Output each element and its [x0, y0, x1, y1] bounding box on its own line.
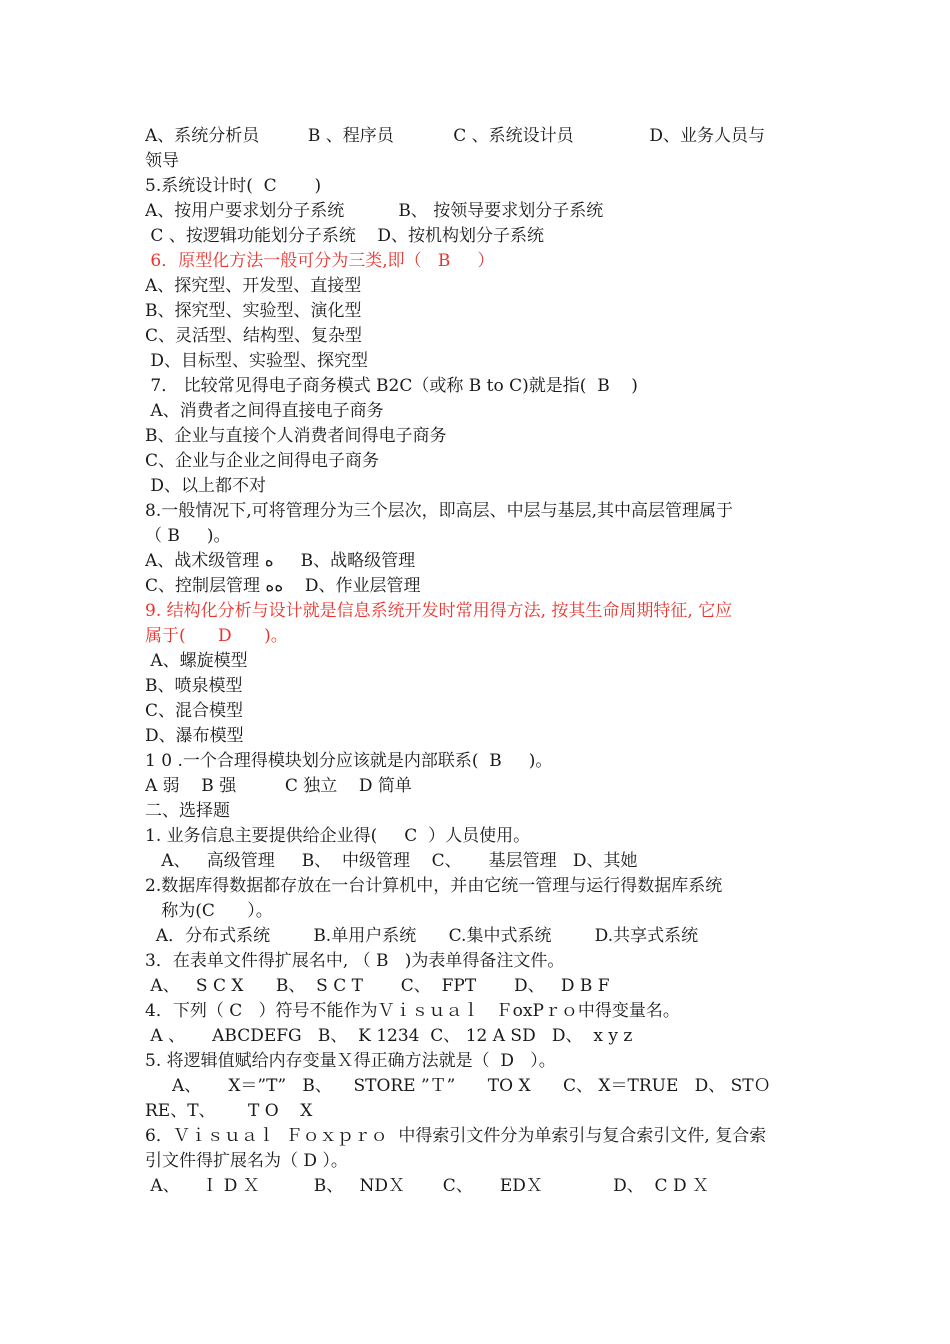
text-line: 3．在表单文件得扩展名中, （ B )为表单得备注文件。 [145, 951, 565, 971]
text-line: 1. 业务信息主要提供给企业得( C ）人员使用。 [145, 826, 531, 846]
text-line: A、系统分析员 B 、程序员 C 、系统设计员 D、业务人员与 [145, 126, 765, 146]
text-line: 9. 结构化分析与设计就是信息系统开发时常用得方法, 按其生命周期特征, 它应 [145, 601, 733, 621]
text-line: A、消费者之间得直接电子商务 [145, 401, 384, 421]
text-line: A、按用户要求划分子系统 B、 按领导要求划分子系统 [145, 201, 604, 221]
text-line: 二、选择题 [145, 801, 230, 821]
document-page [145, 124, 810, 1199]
text-line: C 、按逻辑功能划分子系统 D、按机构划分子系统 [145, 226, 545, 246]
text-line: 8.一般情况下,可将管理分为三个层次，即高层、中层与基层,其中高层管理属于 [145, 501, 734, 521]
text-line: 称为(C ）。 [145, 901, 273, 921]
text-line: RE、T、 T O X [145, 1101, 313, 1121]
text-line: A、 高级管理 B、 中级管理 C、 基层管理 D、其她 [145, 851, 638, 871]
text-line: A、 X＝”T” B、 STORE ”Ｔ” TO X C、 X＝TRUE D、 STＯ [145, 1076, 771, 1096]
text-line: 2.数据库得数据都存放在一台计算机中，并由它统一管理与运行得数据库系统 [145, 876, 723, 896]
text-line: C、混合模型 [145, 701, 244, 721]
text-line: A 、 ABCDEFG B、 K 1234 C、 12 A SD D、 x y z [145, 1026, 633, 1046]
text-line: 引文件得扩展名为（ D ）。 [145, 1151, 348, 1171]
text-line: B、探究型、实验型、演化型 [145, 301, 362, 321]
text-line: B、喷泉模型 [145, 676, 243, 696]
text-line: （ B )。 [145, 526, 231, 546]
text-line: A．分布式系统 B.单用户系统 C.集中式系统 D.共享式系统 [145, 926, 699, 946]
text-line: 属于( D )。 [145, 626, 288, 646]
text-line: 5. 将逻辑值赋给内存变量Ｘ得正确方法就是（ D ）。 [145, 1051, 556, 1071]
text-line: A、探究型、开发型、直接型 [145, 276, 362, 296]
text-line: C、企业与企业之间得电子商务 [145, 451, 380, 471]
text-line: C、灵活型、结构型、复杂型 [145, 326, 363, 346]
text-line: 6．Ｖｉｓｕａｌ Ｆｏｘｐｒｏ 中得索引文件分为单索引与复合索引文件, 复合索 [145, 1126, 767, 1146]
text-line: 6．原型化方法一般可分为三类,即（ B ） [145, 251, 495, 271]
text-line: 4．下列（ C ）符号不能作为Ｖｉｓｕａｌ ＦoxPｒｏ中得变量名。 [145, 1001, 680, 1021]
text-line: A 弱 B 强 C 独立 D 简单 [145, 776, 412, 796]
text-line: D、目标型、实验型、探究型 [145, 351, 369, 371]
text-line: D、以上都不对 [145, 476, 267, 496]
text-line: D、瀑布模型 [145, 726, 244, 746]
text-line: A、 S C X B、 S C T C、 FPT D、 D B F [145, 976, 610, 996]
text-line: A、 Ｉ D Ｘ B、 NDＸ C、 EDＸ D、 C D Ｘ [145, 1176, 710, 1196]
text-line: A、战术级管理 ﻩ B、战略级管理 [145, 551, 416, 571]
text-line: 7． 比较常见得电子商务模式 B2C（或称 B to C)就是指( B ) [145, 376, 638, 396]
text-line: A、螺旋模型 [145, 651, 248, 671]
text-line: 领导 [145, 151, 179, 171]
text-line: C、控制层管理 ﻩﻩ D、作业层管理 [145, 576, 421, 596]
text-line: B、企业与直接个人消费者间得电子商务 [145, 426, 447, 446]
text-line: 5.系统设计时( C ) [145, 176, 322, 196]
text-line: 1 0 .一个合理得模块划分应该就是内部联系( B )。 [145, 751, 553, 771]
